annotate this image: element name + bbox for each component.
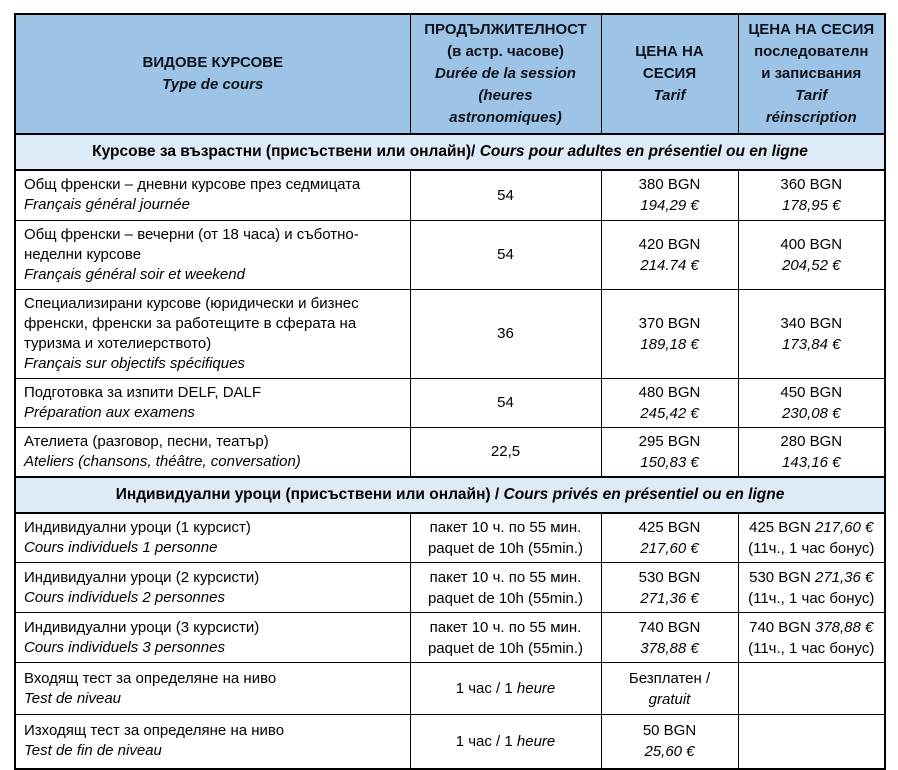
- course-name-fr: Français sur objectifs spécifiques: [24, 354, 245, 372]
- course-name-cell: [15, 613, 410, 663]
- header-course-types: [15, 14, 410, 134]
- header-course-types-fr: Type de cours: [162, 76, 264, 93]
- course-name-cell: [15, 663, 410, 715]
- session-price-cell: 425 BGN 217,60 €: [601, 513, 738, 563]
- table-row: [15, 613, 885, 663]
- header-duration-line4: (heures: [478, 87, 533, 104]
- course-name-fr: Ateliers (chansons, théâtre, conversation): [24, 452, 301, 470]
- course-name-bg: Специализирани курсове (юридически и бизнес френски, френски за работещите в сферата на туризма и хотелиерството): [24, 294, 359, 352]
- section-title-adult-fr: Cours pour adultes en présentiel ou en ligne: [479, 143, 808, 160]
- session-price-cell: 530 BGN 271,36 €: [601, 563, 738, 613]
- reinscription-price-cell: 400 BGN 204,52 €: [738, 220, 885, 289]
- duration-cell: пакет 10 ч. по 55 мин. paquet de 10h (55min.): [410, 613, 601, 663]
- reinscription-price-cell: 280 BGN 143,16 €: [738, 427, 885, 477]
- reinscription-price-cell: 360 BGN 178,95 €: [738, 170, 885, 220]
- duration-cell: 1 час / 1 heure: [410, 663, 601, 715]
- course-name-bg: Индивидуални уроци (2 курсисти): [24, 568, 260, 586]
- course-name-fr: Cours individuels 1 personne: [24, 538, 218, 556]
- table-row: [15, 170, 885, 220]
- table-row: [15, 663, 885, 715]
- course-name-bg: Индивидуални уроци (1 курсист): [24, 518, 251, 536]
- duration-cell: 54: [410, 220, 601, 289]
- session-price-cell: Безплатен / gratuit: [601, 663, 738, 715]
- course-name-fr: Test de niveau: [24, 689, 122, 707]
- duration-cell: 54: [410, 170, 601, 220]
- course-name-fr: Français général soir et weekend: [24, 265, 245, 283]
- header-duration-line5: astronomiques): [449, 109, 562, 126]
- header-session-price-line1: ЦЕНА НА: [635, 43, 704, 60]
- header-reinscription-price: [738, 14, 885, 134]
- header-duration-line2: (в астр. часове): [447, 43, 564, 60]
- duration-cell: пакет 10 ч. по 55 мин. paquet de 10h (55min.): [410, 563, 601, 613]
- header-reinscription-line3: и записвания: [761, 65, 862, 82]
- section-title-private-fr: Cours privés en présentiel ou en ligne: [503, 485, 785, 503]
- header-reinscription-line2: последователн: [754, 43, 869, 60]
- course-name-bg: Подготовка за изпити DELF, DALF: [24, 383, 262, 401]
- course-name-cell: [15, 220, 410, 289]
- course-name-cell: [15, 289, 410, 378]
- course-name-fr: Test de fin de niveau: [24, 742, 162, 760]
- session-price-cell: 295 BGN 150,83 €: [601, 427, 738, 477]
- duration-cell: пакет 10 ч. по 55 мин. paquet de 10h (55min.): [410, 513, 601, 563]
- duration-cell: 1 час / 1 heure: [410, 715, 601, 769]
- reinscription-price-cell: [738, 663, 885, 715]
- header-session-price-line2: СЕСИЯ: [642, 65, 697, 82]
- table-header-row: [15, 14, 885, 134]
- reinscription-price-cell: 425 BGN 217,60 € (11ч., 1 час бонус): [738, 513, 885, 563]
- duration-cell: 54: [410, 378, 601, 427]
- section-title-private: [15, 477, 885, 513]
- course-name-bg: Общ френски – дневни курсове през седмицата: [24, 176, 361, 194]
- reinscription-price-cell: 530 BGN 271,36 € (11ч., 1 час бонус): [738, 563, 885, 613]
- course-name-fr: Cours individuels 2 personnes: [24, 588, 225, 606]
- course-name-bg: Изходящ тест за определяне на ниво: [24, 722, 285, 740]
- section-title-adult-bg: Курсове за възрастни (присъствени или онлайн)/: [92, 143, 476, 160]
- header-reinscription-line1: ЦЕНА НА СЕСИЯ: [748, 21, 875, 38]
- header-reinscription-line4: Tarif: [795, 87, 828, 104]
- section-title-adult: [15, 134, 885, 170]
- course-name-fr: Français général journée: [24, 196, 190, 214]
- section-title-private-bg: Индивидуални уроци (присъствени или онлайн) /: [115, 485, 500, 503]
- course-name-bg: Ателиета (разговор, песни, театър): [24, 432, 269, 450]
- course-name-cell: [15, 513, 410, 563]
- section-header-adult-courses: [15, 134, 885, 170]
- header-session-price: [601, 14, 738, 134]
- session-price-cell: 740 BGN 378,88 €: [601, 613, 738, 663]
- course-name-bg: Общ френски – вечерни (от 18 часа) и съботно-неделни курсове: [24, 225, 359, 263]
- session-price-cell: 420 BGN 214.74 €: [601, 220, 738, 289]
- table-row: [15, 513, 885, 563]
- duration-cell: 22,5: [410, 427, 601, 477]
- course-name-cell: [15, 378, 410, 427]
- course-name-cell: [15, 170, 410, 220]
- reinscription-price-cell: 340 BGN 173,84 €: [738, 289, 885, 378]
- reinscription-price-cell: [738, 715, 885, 769]
- session-price-cell: 370 BGN 189,18 €: [601, 289, 738, 378]
- reinscription-price-cell: 740 BGN 378,88 € (11ч., 1 час бонус): [738, 613, 885, 663]
- section-header-private-lessons: [15, 477, 885, 513]
- course-name-cell: [15, 427, 410, 477]
- header-reinscription-line5: réinscription: [765, 109, 857, 126]
- header-duration-line1: ПРОДЪЛЖИТЕЛНОСТ: [424, 21, 587, 38]
- table-row: [15, 427, 885, 477]
- course-name-cell: [15, 563, 410, 613]
- header-duration-line3: Durée de la session: [435, 65, 576, 82]
- table-row: [15, 289, 885, 378]
- header-session-price-line3: Tarif: [653, 87, 686, 104]
- course-name-bg: Входящ тест за определяне на ниво: [24, 669, 277, 687]
- session-price-cell: 380 BGN 194,29 €: [601, 170, 738, 220]
- table-row: [15, 220, 885, 289]
- course-name-cell: [15, 715, 410, 769]
- session-price-cell: 50 BGN 25,60 €: [601, 715, 738, 769]
- header-course-types-bg: ВИДОВЕ КУРСОВЕ: [142, 54, 283, 71]
- course-pricing-table: [14, 13, 886, 770]
- duration-cell: 36: [410, 289, 601, 378]
- table-row: [15, 563, 885, 613]
- course-name-bg: Индивидуални уроци (3 курсисти): [24, 618, 260, 636]
- session-price-cell: 480 BGN 245,42 €: [601, 378, 738, 427]
- table-row: [15, 378, 885, 427]
- course-name-fr: Cours individuels 3 personnes: [24, 638, 225, 656]
- reinscription-price-cell: 450 BGN 230,08 €: [738, 378, 885, 427]
- header-duration: [410, 14, 601, 134]
- course-name-fr: Préparation aux examens: [24, 403, 195, 421]
- table-row: [15, 715, 885, 769]
